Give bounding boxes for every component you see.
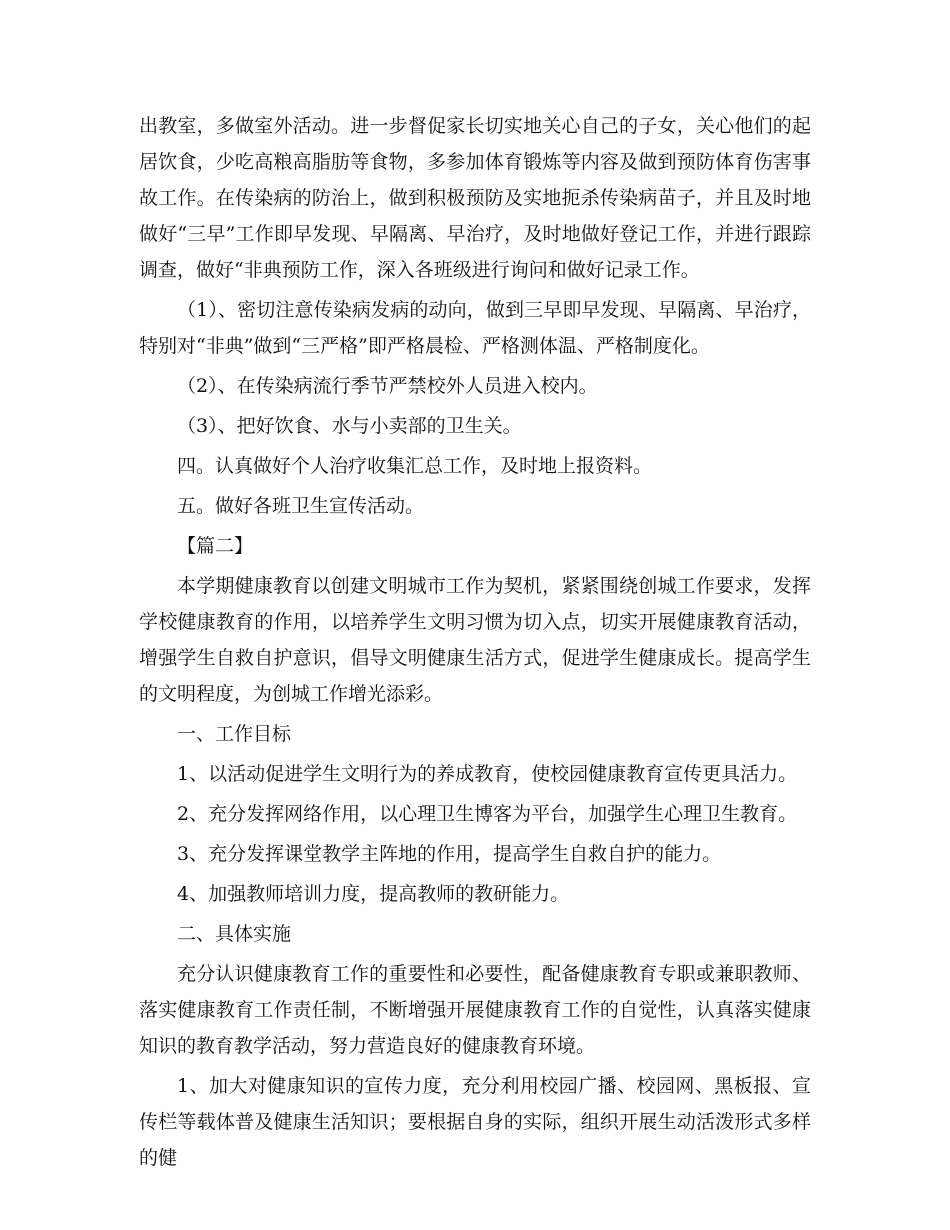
goal-item-4: 4、加强教师培训力度，提高教师的教研能力。 [177, 883, 570, 905]
document-page [139, 108, 811, 1176]
paragraph-4: （3）、把好饮食、水与小卖部的卫生关。 [177, 415, 522, 437]
paragraph-15: 充分认识健康教育工作的重要性和必要性，配备健康教育专职或兼职教师、落实健康教育工作责任制，不断增强开展健康教育工作的自觉性，认真落实健康知识的教育教学活动，努力营造良好的健康教育环境。 [139, 963, 811, 1057]
paragraph-2: （1）、密切注意传染病发病的动向，做到三早即早发现、早隔离、早治疗，特别对“非典”做到“三严格”即严格晨检、严格测体温、严格制度化。 [139, 299, 811, 357]
paragraph-1: 出教室，多做室外活动。进一步督促家长切实地关心自己的子女，关心他们的起居饮食，少吃高粮高脂肪等食物，多参加体育锻炼等内容及做到预防体育伤害事故工作。在传染病的防治上，做到积极预防及实地扼杀传染病苗子，并且及时地做好“三早”工作即早发现、早隔离、早治疗，及时地做好登记工作，并进行跟踪调查，做好“非典预防工作，深入各班级进行询问和做好记录工作。 [139, 115, 811, 281]
goal-item-3: 3、充分发挥课堂教学主阵地的作用，提高学生自救自护的能力。 [177, 843, 722, 865]
paragraph-5: 四。认真做好个人治疗收集汇总工作，及时地上报资料。 [177, 455, 653, 477]
paragraph-6: 五。做好各班卫生宣传活动。 [177, 495, 425, 517]
heading-work-goals: 一、工作目标 [177, 723, 292, 745]
goal-item-2: 2、充分发挥网络作用，以心理卫生博客为平台，加强学生心理卫生教育。 [177, 803, 798, 825]
implementation-item-1: 1、加大对健康知识的宣传力度，充分利用校园广播、校园网、黑板报、宣传栏等载体普及健康生活知识；要根据自身的实际，组织开展生动活泼形式多样的健 [139, 1075, 811, 1169]
paragraph-8: 本学期健康教育以创建文明城市工作为契机，紧紧围绕创城工作要求，发挥学校健康教育的作用，以培养学生文明习惯为切入点，切实开展健康教育活动，增强学生自救自护意识，倡导文明健康生活方式，促进学生健康成长。提高学生的文明程度，为创城工作增光添彩。 [139, 575, 811, 705]
goal-item-1: 1、以活动促进学生文明行为的养成教育，使校园健康教育宣传更具活力。 [177, 763, 798, 785]
paragraph-3: （2）、在传染病流行季节严禁校外人员进入校内。 [177, 375, 598, 397]
heading-implementation: 二、具体实施 [177, 923, 292, 945]
section-heading-part-two: 【篇二】 [177, 535, 254, 557]
